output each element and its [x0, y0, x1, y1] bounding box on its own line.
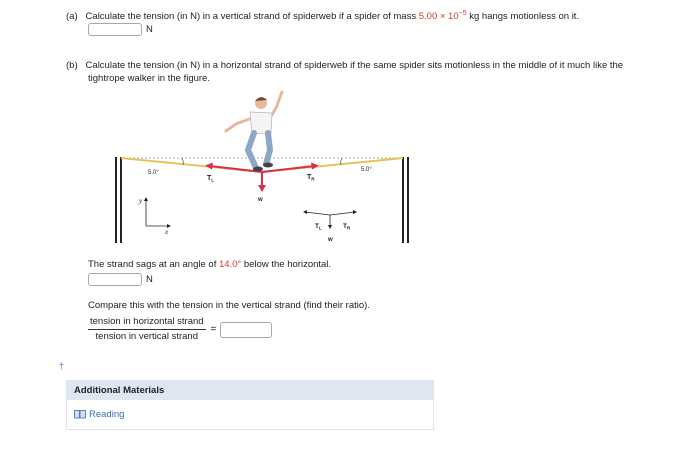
angle-right-label: 5.0° — [361, 167, 372, 173]
y-axis-label: y — [139, 197, 143, 205]
tension-right-arrowhead — [311, 163, 319, 170]
sag-statement — [88, 258, 331, 271]
mass-exponent: −5 — [458, 10, 467, 17]
ratio-denominator: tension in vertical strand — [95, 331, 198, 342]
tl-label: $T_L$ — [207, 175, 215, 183]
angle-left-label: 5.0° — [148, 170, 159, 176]
sag-text-end: below the horizontal. — [241, 259, 332, 270]
additional-materials-title: Additional Materials — [67, 381, 433, 400]
question-b-line2: tightrope walker in the figure. — [88, 73, 210, 84]
tightrope-walker — [226, 92, 282, 172]
dagger-marker: † — [59, 361, 65, 371]
x-axis-label: x — [165, 228, 169, 236]
question-b-prefix: (b) — [66, 60, 78, 71]
fbd-tl-label: $T_L$ — [315, 223, 322, 231]
book-icon — [74, 410, 86, 419]
ratio-fraction — [88, 316, 206, 343]
answer-b-group — [88, 273, 153, 286]
additional-materials-panel — [66, 380, 434, 430]
tr-label: $T_R$ — [307, 174, 315, 182]
left-pole — [116, 157, 121, 243]
ratio-numerator: tension in horizontal strand — [88, 316, 206, 330]
reading-link[interactable] — [74, 409, 124, 420]
free-body-diagram — [303, 210, 357, 243]
question-a-prefix: (a) — [66, 11, 78, 23]
fbd-tr-label: $T_R$ — [343, 223, 351, 231]
answer-b-input[interactable] — [88, 273, 142, 286]
sag-angle-value: 14.0° — [218, 259, 242, 270]
tension-left-arrowhead — [205, 163, 213, 170]
question-b-line1: Calculate the tension (in N) in a horizontal strand of spiderweb if the same spider sits motionless in the middle of it much like the — [85, 60, 624, 71]
question-a-text: Calculate the tension (in N) in a vertical strand of spiderweb if a spider of mass — [85, 11, 419, 23]
answer-b-unit: N — [146, 274, 153, 285]
sag-text: The strand sags at an angle of — [88, 259, 219, 270]
question-a-text-end: kg hangs motionless on it. — [466, 11, 580, 23]
mass-value: 5.00 × 10 — [418, 11, 459, 23]
right-pole — [403, 157, 408, 243]
fbd-w-label: w — [328, 237, 333, 243]
equals-sign: = — [210, 324, 217, 335]
answer-a-unit: N — [146, 24, 153, 35]
w-label: w — [258, 197, 263, 203]
weight-arrowhead — [258, 185, 266, 192]
reading-link-label[interactable]: Reading — [89, 409, 125, 420]
ratio-input[interactable] — [220, 322, 272, 338]
ratio-group — [88, 316, 272, 343]
coordinate-axes — [138, 197, 171, 236]
compare-text: Compare this with the tension in the vertical strand (find their ratio). — [88, 300, 370, 311]
